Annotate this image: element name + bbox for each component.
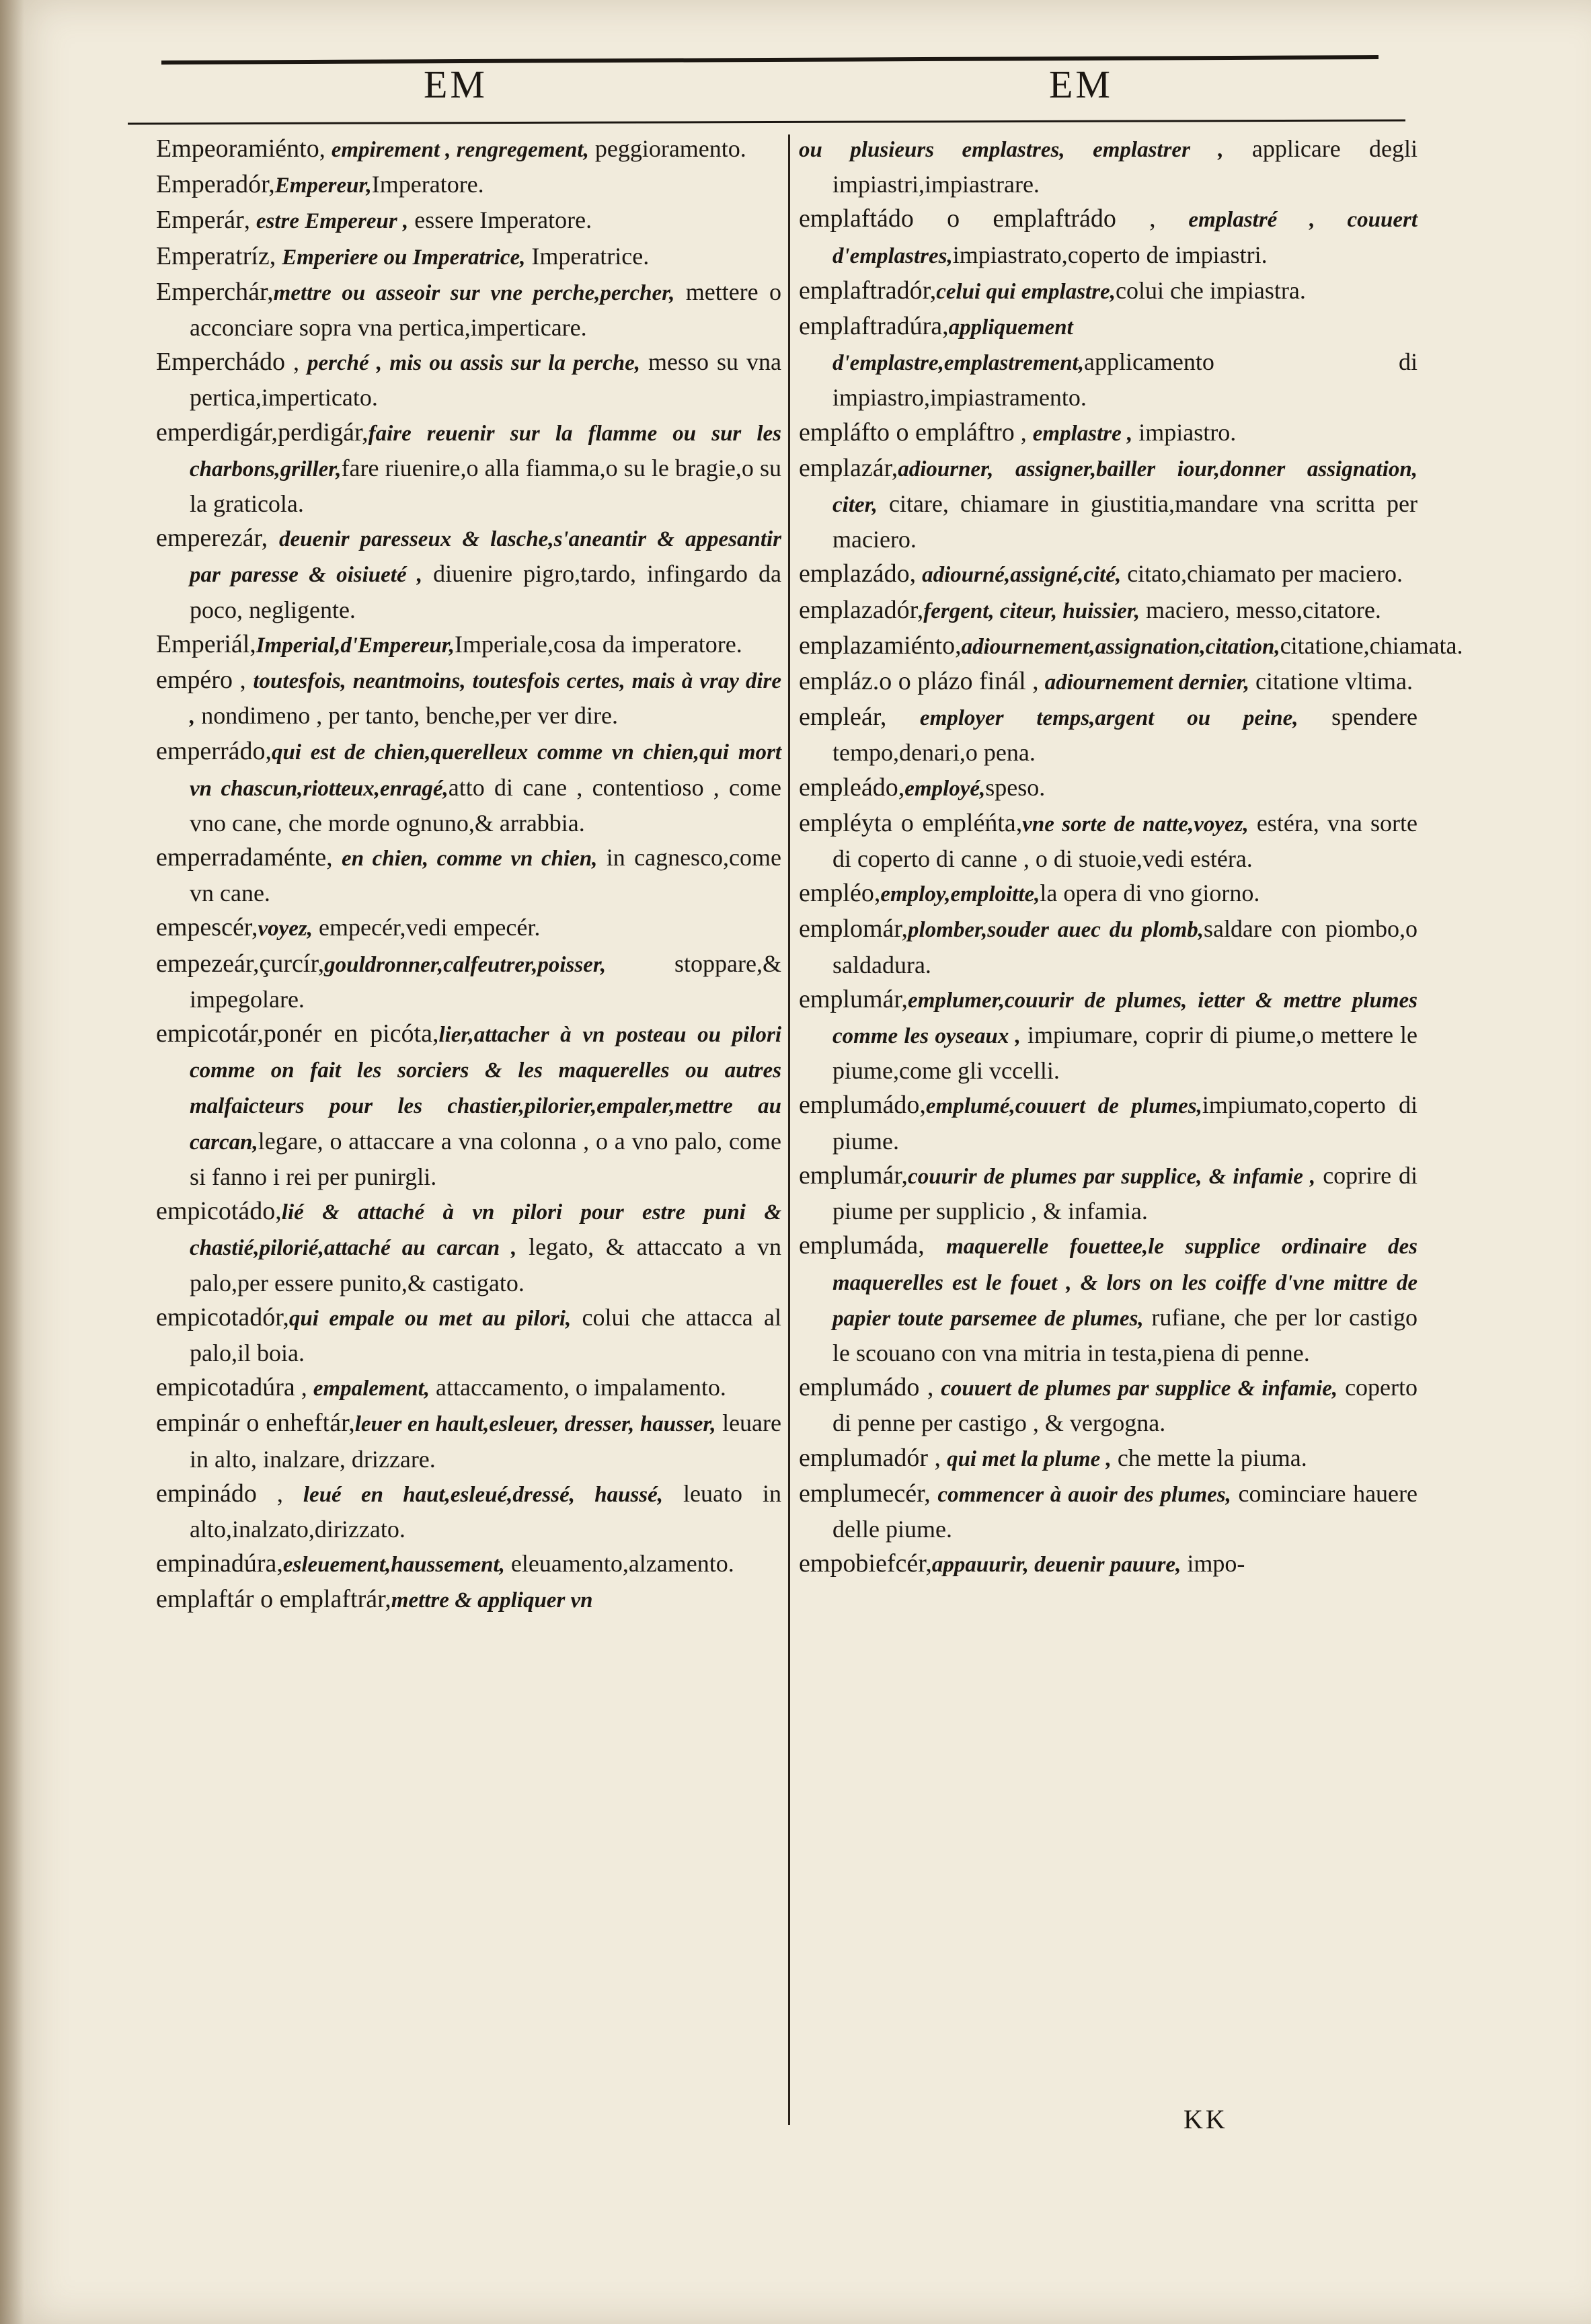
italian-gloss: saldare con piombo,o saldadura. — [832, 915, 1418, 978]
headword: emplazamiénto, — [799, 631, 962, 660]
headword: empléyta o empléńta, — [799, 808, 1023, 837]
dictionary-entry — [156, 947, 781, 1017]
italian-gloss: fare riuenire,o alla fiamma,o su le bragie,o su la graticola. — [190, 454, 781, 518]
binding-shadow — [0, 0, 24, 2324]
dictionary-entry — [799, 202, 1418, 273]
dictionary-entry — [799, 1441, 1418, 1477]
french-gloss: mettre ou asseoir sur vne perche,percher, — [273, 280, 675, 305]
french-gloss: employ,emploitte, — [880, 882, 1040, 907]
italian-gloss: citato,chiamato per maciero. — [1121, 560, 1403, 588]
dictionary-entry — [156, 1477, 781, 1547]
separator — [886, 703, 920, 730]
dictionary-entry — [156, 841, 781, 911]
separator: , — [285, 348, 308, 376]
french-gloss: Emperiere ou Imperatrice, — [282, 245, 526, 270]
dictionary-entry — [156, 416, 781, 522]
french-gloss: celui qui emplastre, — [936, 279, 1116, 304]
separator — [1039, 668, 1045, 695]
dictionary-entry — [156, 1017, 781, 1194]
dictionary-entry — [156, 1406, 781, 1476]
catchword: KK — [1183, 2104, 1228, 2134]
separator: , — [295, 1374, 313, 1401]
french-gloss: gouldronner,calfeutrer,poisser, — [324, 952, 607, 977]
dictionary-entry — [156, 1582, 781, 1618]
separator: , — [232, 666, 254, 694]
french-gloss: adiournement,assignation,citation, — [961, 634, 1280, 659]
header-rule — [128, 120, 1405, 125]
headword: Empeoramiénto — [156, 134, 319, 163]
french-gloss: couuert de plumes par supplice & infamie, — [941, 1377, 1338, 1401]
italian-gloss: legare, o attaccare a vna colonna , o a vno palo, come si fanno i rei per punirgli. — [190, 1127, 781, 1190]
french-gloss: mettre & appliquer vn — [391, 1588, 593, 1613]
italian-gloss: citatione,chiamata. — [1280, 631, 1463, 659]
french-gloss: emplastré , couuert d'emplastres, — [832, 208, 1418, 268]
french-gloss: empirement , rengregement, — [331, 138, 589, 162]
italian-gloss: Imperatore. — [371, 171, 484, 198]
italian-gloss: che mette la piuma. — [1111, 1444, 1307, 1471]
italian-gloss: citare, chiamare in giustitia,mandare vna scritta per maciero. — [832, 490, 1418, 553]
headword: empinádo — [156, 1479, 257, 1508]
italian-gloss: maciero, messo,citatore. — [1140, 596, 1381, 623]
running-head-right: EM — [1049, 63, 1113, 106]
italian-gloss: in cagnesco,come vn cane. — [190, 844, 782, 907]
headword: Emperchádo — [156, 348, 286, 377]
italian-gloss: cominciare hauere delle piume. — [832, 1479, 1418, 1543]
column-rule — [788, 134, 790, 2125]
italian-gloss: messo su vna pertica,imperticato. — [190, 348, 781, 412]
headword: Emperiál, — [156, 629, 256, 658]
headword: emperezár, — [156, 524, 268, 553]
dictionary-entry — [799, 700, 1418, 770]
separator: , — [256, 1479, 303, 1507]
dictionary-entry — [156, 1370, 781, 1406]
italian-gloss: impiumato,coperto di piume. — [832, 1091, 1418, 1155]
french-gloss: leué en haut,esleué,dressé, haussé, — [303, 1482, 664, 1507]
dictionary-entry — [156, 627, 781, 663]
french-gloss: qui empale ou met au pilori, — [288, 1306, 572, 1331]
french-gloss: employé, — [904, 776, 986, 801]
italian-gloss: mettere o acconciare sopra vna pertica,imperticare. — [190, 278, 781, 342]
headword: empinár o enheftár, — [156, 1409, 355, 1438]
headword: empleár, — [799, 703, 887, 732]
separator — [933, 1374, 941, 1401]
headword: empléo, — [799, 879, 881, 908]
headword: emplazadór, — [799, 595, 924, 624]
separator — [333, 844, 342, 871]
french-gloss: toutesfois, neantmoins, toutesfois certes, mais à vray dire , — [190, 669, 782, 730]
italian-gloss: applicamento di impiastro,impiastramento. — [832, 348, 1418, 412]
dictionary-entry — [799, 1547, 1418, 1582]
italian-gloss: la opera di vno giorno. — [1040, 880, 1260, 907]
headword: emperrádo, — [156, 737, 272, 766]
italian-gloss: atto di cane , contentioso , come vno cane, che morde ognuno,& arrabbia. — [190, 773, 781, 837]
headword: Emperadór, — [156, 170, 275, 199]
french-gloss: ou plusieurs emplastres, emplastrer , — [799, 138, 1224, 162]
french-gloss: en chien, comme vn chien, — [342, 847, 598, 872]
dictionary-entry — [156, 167, 781, 203]
headword: emplaftradúra, — [799, 312, 949, 341]
running-head-left: EM — [424, 63, 488, 106]
italian-gloss: eleuamento,alzamento. — [504, 1550, 734, 1578]
italian-gloss: spendere tempo,denari,o pena. — [832, 703, 1418, 767]
headword: Emperár — [156, 206, 244, 235]
separator: , — [319, 135, 332, 162]
dictionary-entry — [156, 734, 781, 841]
headword: emplaftradór, — [799, 276, 937, 305]
headword: emplumecér, — [799, 1479, 931, 1508]
dictionary-entry — [799, 416, 1418, 451]
italian-gloss: peggioramento. — [588, 135, 746, 162]
headword: Emperatríz, — [156, 241, 276, 270]
french-gloss: estre Empereur , — [256, 209, 409, 234]
dictionary-entry — [156, 911, 781, 946]
dictionary-entry — [156, 239, 781, 275]
headword: emplazár, — [799, 453, 898, 482]
french-gloss: leuer en hault,esleuer, dresser, hausser, — [354, 1412, 716, 1437]
headword: emplaftár o emplaftrár, — [156, 1585, 391, 1614]
italian-gloss: essere Imperatore. — [408, 206, 592, 234]
dictionary-entry — [799, 664, 1418, 700]
dictionary-entry — [156, 203, 781, 239]
french-gloss: emplastre , — [1032, 421, 1133, 446]
italian-gloss: stoppare,& impegolare. — [190, 950, 781, 1013]
left-column — [156, 132, 781, 1619]
headword: empicotár,ponér en picóta, — [156, 1019, 439, 1048]
italian-gloss: estéra, vna sorte di coperto di canne , o di stuoie,vedi estéra. — [832, 809, 1418, 873]
headword: emplumár, — [799, 1161, 908, 1190]
italian-gloss: citatione vltima. — [1249, 668, 1413, 695]
italian-gloss: rufiane, che per lor castigo le scouano con vna mitria in testa,piena di penne. — [832, 1303, 1418, 1366]
french-gloss: Imperial,d'Empereur, — [256, 633, 455, 658]
french-gloss: qui est de chien,querelleux comme vn chien,qui mort vn chascun,riotteux,enragé, — [190, 740, 781, 801]
dictionary-entry — [799, 876, 1418, 912]
headword: empicotádo, — [156, 1197, 282, 1226]
italian-gloss: applicare degli impiastri,impiastrare. — [832, 135, 1418, 198]
french-gloss: lier,attacher à vn posteau ou pilori comme on fait les sorciers & les maquerelles ou autres malfaicteurs pour les chastier,pilorier,empaler,mettre au carcan, — [190, 1023, 782, 1155]
french-gloss: appauurir, deuenir pauure, — [931, 1553, 1181, 1578]
dictionary-entry — [156, 663, 781, 734]
french-gloss: lié & attaché à vn pilori pour estre puni & chastié,pilorié,attaché au carcan , — [190, 1200, 781, 1261]
italian-gloss: impiastrato,coperto de impiastri. — [952, 241, 1268, 268]
italian-gloss: Imperiale,cosa da imperatore. — [454, 630, 742, 658]
dictionary-entry — [799, 451, 1418, 557]
french-gloss: voyez, — [258, 917, 313, 941]
italian-gloss: coperto di penne per castigo , & vergogna. — [832, 1374, 1418, 1437]
headword: emplomár, — [799, 915, 908, 943]
italian-gloss: Imperatrice. — [525, 242, 650, 270]
dictionary-entry — [156, 1301, 781, 1370]
dictionary-entry — [799, 912, 1418, 982]
dictionary-entry — [799, 982, 1418, 1089]
french-gloss: adiourné,assigné,cité, — [922, 563, 1122, 588]
dictionary-entry — [799, 274, 1418, 309]
french-gloss: commencer à auoir des plumes, — [937, 1482, 1231, 1507]
headword: emplaftádo o emplaftrádo , — [799, 204, 1156, 233]
headword: emplumádo , — [799, 1373, 934, 1402]
italian-gloss: impiastro. — [1132, 418, 1237, 446]
dictionary-entry — [799, 806, 1418, 876]
headword: empláfto o empláftro — [799, 418, 1015, 447]
right-column — [799, 132, 1463, 1582]
headword: empleádo, — [799, 773, 905, 802]
french-gloss: adiourner, assigner,bailler iour,donner assignation, citer, — [832, 457, 1418, 518]
headword: emplumadór , — [799, 1443, 941, 1472]
headword: empezeár,çurcír, — [156, 949, 325, 978]
headword: emplumáda, — [799, 1231, 925, 1260]
dictionary-entry — [799, 1370, 1418, 1440]
dictionary-entry — [799, 1229, 1418, 1370]
italian-gloss: legato, & attaccato a vn palo,per essere punito,& castigato. — [190, 1233, 781, 1296]
italian-gloss: coprire di piume per supplicio , & infamia. — [832, 1161, 1418, 1225]
french-gloss: faire reuenir sur la flamme ou sur les charbons,griller, — [190, 421, 781, 481]
french-gloss: plomber,souder auec du plomb, — [908, 918, 1204, 943]
headword: empobiefcér, — [799, 1549, 932, 1578]
italian-gloss: diuenire pigro,tardo, infingardo da poco, negligente. — [190, 560, 781, 623]
headword: emplazádo, — [799, 559, 917, 588]
french-gloss: deuenir paresseux & lasche,s'aneantir & appesantir par paresse & oisiueté , — [190, 527, 781, 588]
dictionary-entry — [156, 1547, 781, 1582]
dictionary-entry — [156, 1194, 781, 1301]
italian-gloss: colui che attacca al palo,il boia. — [190, 1303, 781, 1366]
separator — [268, 525, 279, 551]
separator: , — [1014, 418, 1033, 446]
headword: empéro — [156, 666, 233, 695]
french-gloss: maquerelle fouettee,le supplice ordinaire des maquerelles est le fouet , & lors on les coiffe d'vne mittre de papier toute parsemee de plumes, — [832, 1235, 1418, 1331]
french-gloss: Empereur, — [274, 173, 372, 198]
italian-gloss: leuare in alto, inalzare, drizzare. — [190, 1409, 781, 1473]
french-gloss: emplumé,couuert de plumes, — [925, 1094, 1202, 1119]
french-gloss: esleuement,haussement, — [282, 1553, 505, 1578]
italian-gloss: leuato in alto,inalzato,dirizzato. — [190, 1479, 782, 1543]
french-gloss: adiournement dernier, — [1044, 670, 1250, 695]
dictionary-entry — [799, 771, 1418, 806]
dictionary-entry — [799, 1477, 1418, 1547]
headword: empescér, — [156, 913, 258, 942]
italian-gloss: attaccamento, o impalamento. — [430, 1374, 726, 1401]
separator — [925, 1232, 946, 1259]
dictionary-entry — [799, 629, 1463, 664]
french-gloss: couurir de plumes par supplice, & infamie , — [908, 1164, 1316, 1189]
italian-gloss: impo- — [1181, 1550, 1245, 1578]
dictionary-entry — [799, 1159, 1418, 1229]
french-gloss: perché , mis ou assis sur la perche, — [307, 351, 640, 376]
headword: emperradaménte, — [156, 843, 333, 872]
headword: empláz.o o plázo finál , — [799, 667, 1039, 696]
dictionary-entry — [156, 521, 781, 627]
separator — [941, 1444, 947, 1471]
headword: empinadúra, — [156, 1549, 283, 1578]
italian-gloss: colui che impiastra. — [1115, 276, 1306, 304]
headword: Emperchár, — [156, 277, 274, 306]
dictionary-entry — [799, 593, 1418, 629]
separator — [931, 1480, 938, 1507]
dictionary-entry — [799, 557, 1418, 592]
dictionary-entry — [799, 309, 1418, 416]
headword: emplumádo, — [799, 1091, 926, 1120]
french-gloss: appliquement d'emplastre,emplastrement, — [832, 315, 1084, 376]
separator — [276, 243, 282, 270]
headword: emperdigár,perdigár, — [156, 418, 368, 447]
french-gloss: empalement, — [313, 1377, 430, 1401]
dictionary-entry — [156, 345, 781, 415]
french-gloss: emplumer,couurir de plumes, ietter & mettre plumes comme les oyseaux , — [832, 988, 1418, 1049]
headword: empicotadór, — [156, 1303, 289, 1331]
italian-gloss: empecér,vedi empecér. — [313, 914, 541, 941]
italian-gloss: impiumare, coprir di piume,o mettere le piume,come gli vccelli. — [832, 1021, 1418, 1085]
french-gloss: vne sorte de natte,voyez, — [1022, 812, 1249, 837]
italian-gloss: speso. — [985, 773, 1046, 801]
separator: , — [243, 206, 256, 234]
headword: empicotadúra — [156, 1373, 295, 1402]
french-gloss: employer temps,argent ou peine, — [919, 706, 1298, 731]
french-gloss: fergent, citeur, huissier, — [923, 598, 1140, 623]
headword: emplumár, — [799, 984, 908, 1013]
separator — [916, 560, 922, 587]
french-gloss: qui met la plume , — [947, 1446, 1112, 1471]
dictionary-entry — [799, 1088, 1418, 1158]
dictionary-entry — [156, 275, 781, 345]
dictionary-entry — [156, 132, 781, 167]
italian-gloss: nondimeno , per tanto, benche,per ver dire. — [195, 702, 619, 730]
separator — [1156, 205, 1189, 232]
dictionary-entry — [799, 132, 1418, 202]
top-rule — [161, 55, 1379, 65]
